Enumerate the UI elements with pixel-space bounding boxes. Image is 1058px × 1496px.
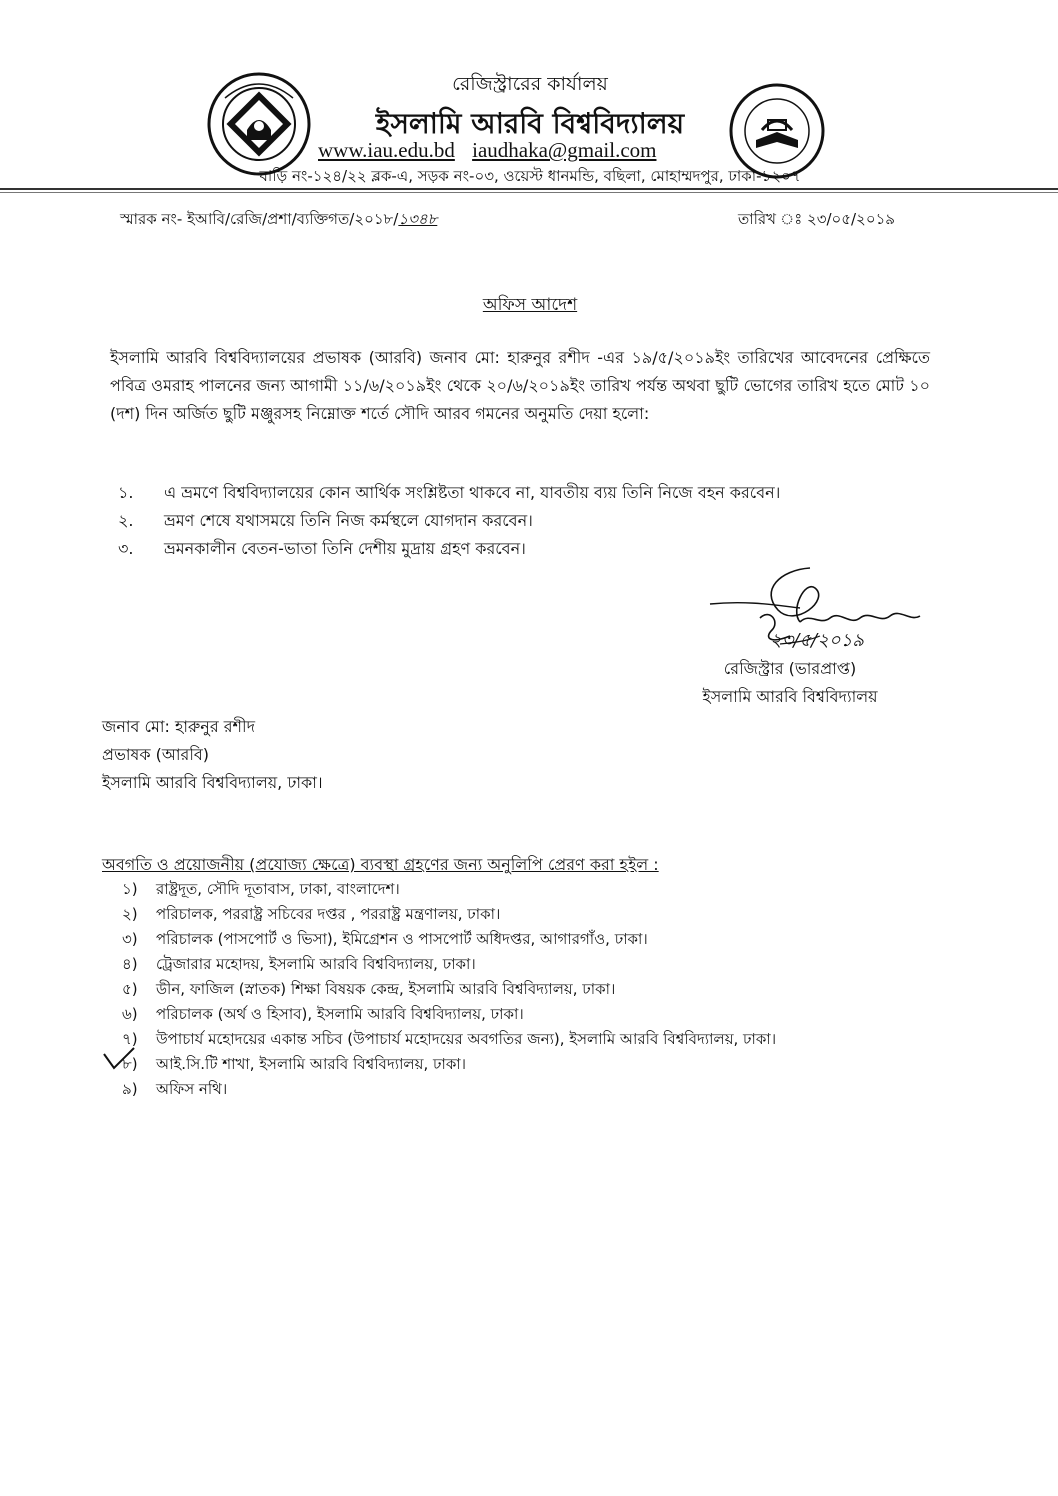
list-item-text: ডীন, ফাজিল (স্নাতক) শিক্ষা বিষয়ক কেন্দ্র, ইসলামি আরবি বিশ্ববিদ্যালয়, ঢাকা।: [156, 980, 616, 998]
cc-list: [122, 878, 922, 1118]
memo-ref: [120, 208, 437, 233]
list-item: [122, 1053, 922, 1077]
cc-heading: অবগতি ও প্রয়োজনীয় (প্রযোজ্য ক্ষেত্রে) ব্যবস্থা গ্রহণের জন্য অনুলিপি প্রেরণ করা হইল :: [102, 855, 659, 874]
list-item-number: ৩): [122, 930, 138, 948]
handwritten-tick: [100, 1046, 140, 1076]
recipient-designation: প্রভাষক (আরবি): [102, 745, 210, 764]
conditions-list: [118, 480, 918, 570]
list-item-text: পরিচালক (অর্থ ও হিসাব), ইসলামি আরবি বিশ্ববিদ্যালয়, ঢাকা।: [156, 1005, 524, 1023]
list-item: [122, 928, 922, 952]
recipient-name: জনাব মো: হারুনুর রশীদ: [102, 717, 255, 736]
list-item-text: ভ্রমনকালীন বেতন-ভাতা তিনি দেশীয় মুদ্রায় গ্রহণ করবেন।: [164, 539, 526, 558]
order-body: ইসলামি আরবি বিশ্ববিদ্যালয়ের প্রভাষক (আরবি) জনাব মো: হারুনুর রশীদ -এর ১৯/৫/২০১৯ইং তারিখের আবেদনের প্রেক্ষিতে পবিত্র ওমরাহ পালনের জন্য আগামী ১১/৬/২০১৯ইং থেকে ২০/৬/২০১৯ইং তারিখ পর্যন্ত অথবা ছুটি ভোগের তারিখ হতে মোট ১০ (দশ) দিন অর্জিত ছুটি মঞ্জুরসহ নিম্নোক্ত শর্তে সৌদি আরব গমনের অনুমতি দেয়া হলো:: [110, 348, 930, 423]
email-link[interactable]: iaudhaka@gmail.com: [472, 138, 657, 162]
list-item-number: ৫): [122, 980, 138, 998]
list-item: [122, 1028, 922, 1052]
list-item: [122, 978, 922, 1002]
list-item: [118, 480, 918, 504]
list-item-text: রাষ্ট্রদূত, সৌদি দূতাবাস, ঢাকা, বাংলাদেশ।: [156, 880, 400, 898]
list-item: [118, 536, 918, 560]
list-item-number: ৮): [122, 1055, 138, 1073]
signatory-designation: রেজিস্ট্রার (ভারপ্রাপ্ত): [723, 659, 857, 678]
address: বাড়ি নং-১২৪/২২ ব্লক-এ, সড়ক নং-০৩, ওয়েস্ট ধানমন্ডি, বছিলা, মোহাম্মদপুর, ঢাকা-১২০৭: [259, 167, 801, 185]
page-title: অফিস আদেশ: [482, 295, 578, 315]
list-item-text: আই.সি.টি শাখা, ইসলামি আরবি বিশ্ববিদ্যালয়, ঢাকা।: [156, 1055, 467, 1073]
list-item-number: ৯): [122, 1080, 138, 1098]
list-item: [122, 1003, 922, 1027]
list-item-text: এ ভ্রমণে বিশ্ববিদ্যালয়ের কোন আর্থিক সংশ্লিষ্টতা থাকবে না, যাবতীয় ব্যয় তিনি নিজে বহন করবেন।: [164, 483, 781, 502]
list-item: [118, 508, 918, 532]
signature-date: ২৩/৫/২০১৯: [770, 630, 864, 651]
list-item-number: ৩.: [118, 539, 134, 558]
list-item-text: পরিচালক (পাসপোর্ট ও ভিসা), ইমিগ্রেশন ও পাসপোর্ট অধিদপ্তর, আগারগাঁও, ঢাকা।: [156, 930, 648, 948]
list-item-text: ট্রেজারার মহোদয়, ইসলামি আরবি বিশ্ববিদ্যালয়, ঢাকা।: [156, 955, 476, 973]
recipient-org: ইসলামি আরবি বিশ্ববিদ্যালয়, ঢাকা।: [102, 773, 323, 792]
memo-ref-handwritten: ১৩৪৮: [398, 210, 438, 228]
list-item-number: ২): [122, 905, 138, 923]
list-item-number: ২.: [118, 511, 134, 530]
list-item-text: পরিচালক, পররাষ্ট্র সচিবের দপ্তর , পররাষ্ট্র মন্ত্রণালয়, ঢাকা।: [156, 905, 501, 923]
list-item-number: ৬): [122, 1005, 138, 1023]
website-link[interactable]: www.iau.edu.bd: [318, 138, 455, 162]
university-name: ইসলামি আরবি বিশ্ববিদ্যালয়: [375, 107, 685, 140]
list-item-text: ভ্রমণ শেষে যথাসময়ে তিনি নিজ কর্মস্থলে যোগদান করবেন।: [164, 511, 533, 530]
check-mark-icon: [100, 1046, 140, 1076]
header-divider-thin: [0, 192, 1058, 193]
list-item-number: ৪): [122, 955, 138, 973]
list-item-number: ৭): [122, 1030, 138, 1048]
memo-date: তারিখ ঃ ২৩/০৫/২০১৯: [738, 210, 896, 228]
university-seal-icon: [205, 70, 313, 178]
header-divider: [0, 188, 1058, 190]
list-item: [122, 878, 922, 902]
list-item: [122, 1078, 922, 1102]
list-item: [122, 903, 922, 927]
contact-links: [318, 138, 738, 163]
office-name: রেজিস্ট্রারের কার্যালয়: [452, 73, 608, 95]
signatory-org: ইসলামি আরবি বিশ্ববিদ্যালয়: [702, 687, 878, 706]
list-item: [122, 953, 922, 977]
left-logo: [205, 70, 313, 178]
list-item-text: অফিস নথি।: [156, 1080, 228, 1098]
list-item-number: ১.: [118, 483, 134, 502]
memo-ref-text: স্মারক নং- ইআবি/রেজি/প্রশা/ব্যক্তিগত/২০১৮/: [120, 210, 399, 228]
list-item-text: উপাচার্য মহোদয়ের একান্ত সচিব (উপাচার্য মহোদয়ের অবগতির জন্য), ইসলামি আরবি বিশ্ববিদ্যালয়, ঢাকা।: [156, 1030, 777, 1048]
list-item-number: ১): [122, 880, 138, 898]
